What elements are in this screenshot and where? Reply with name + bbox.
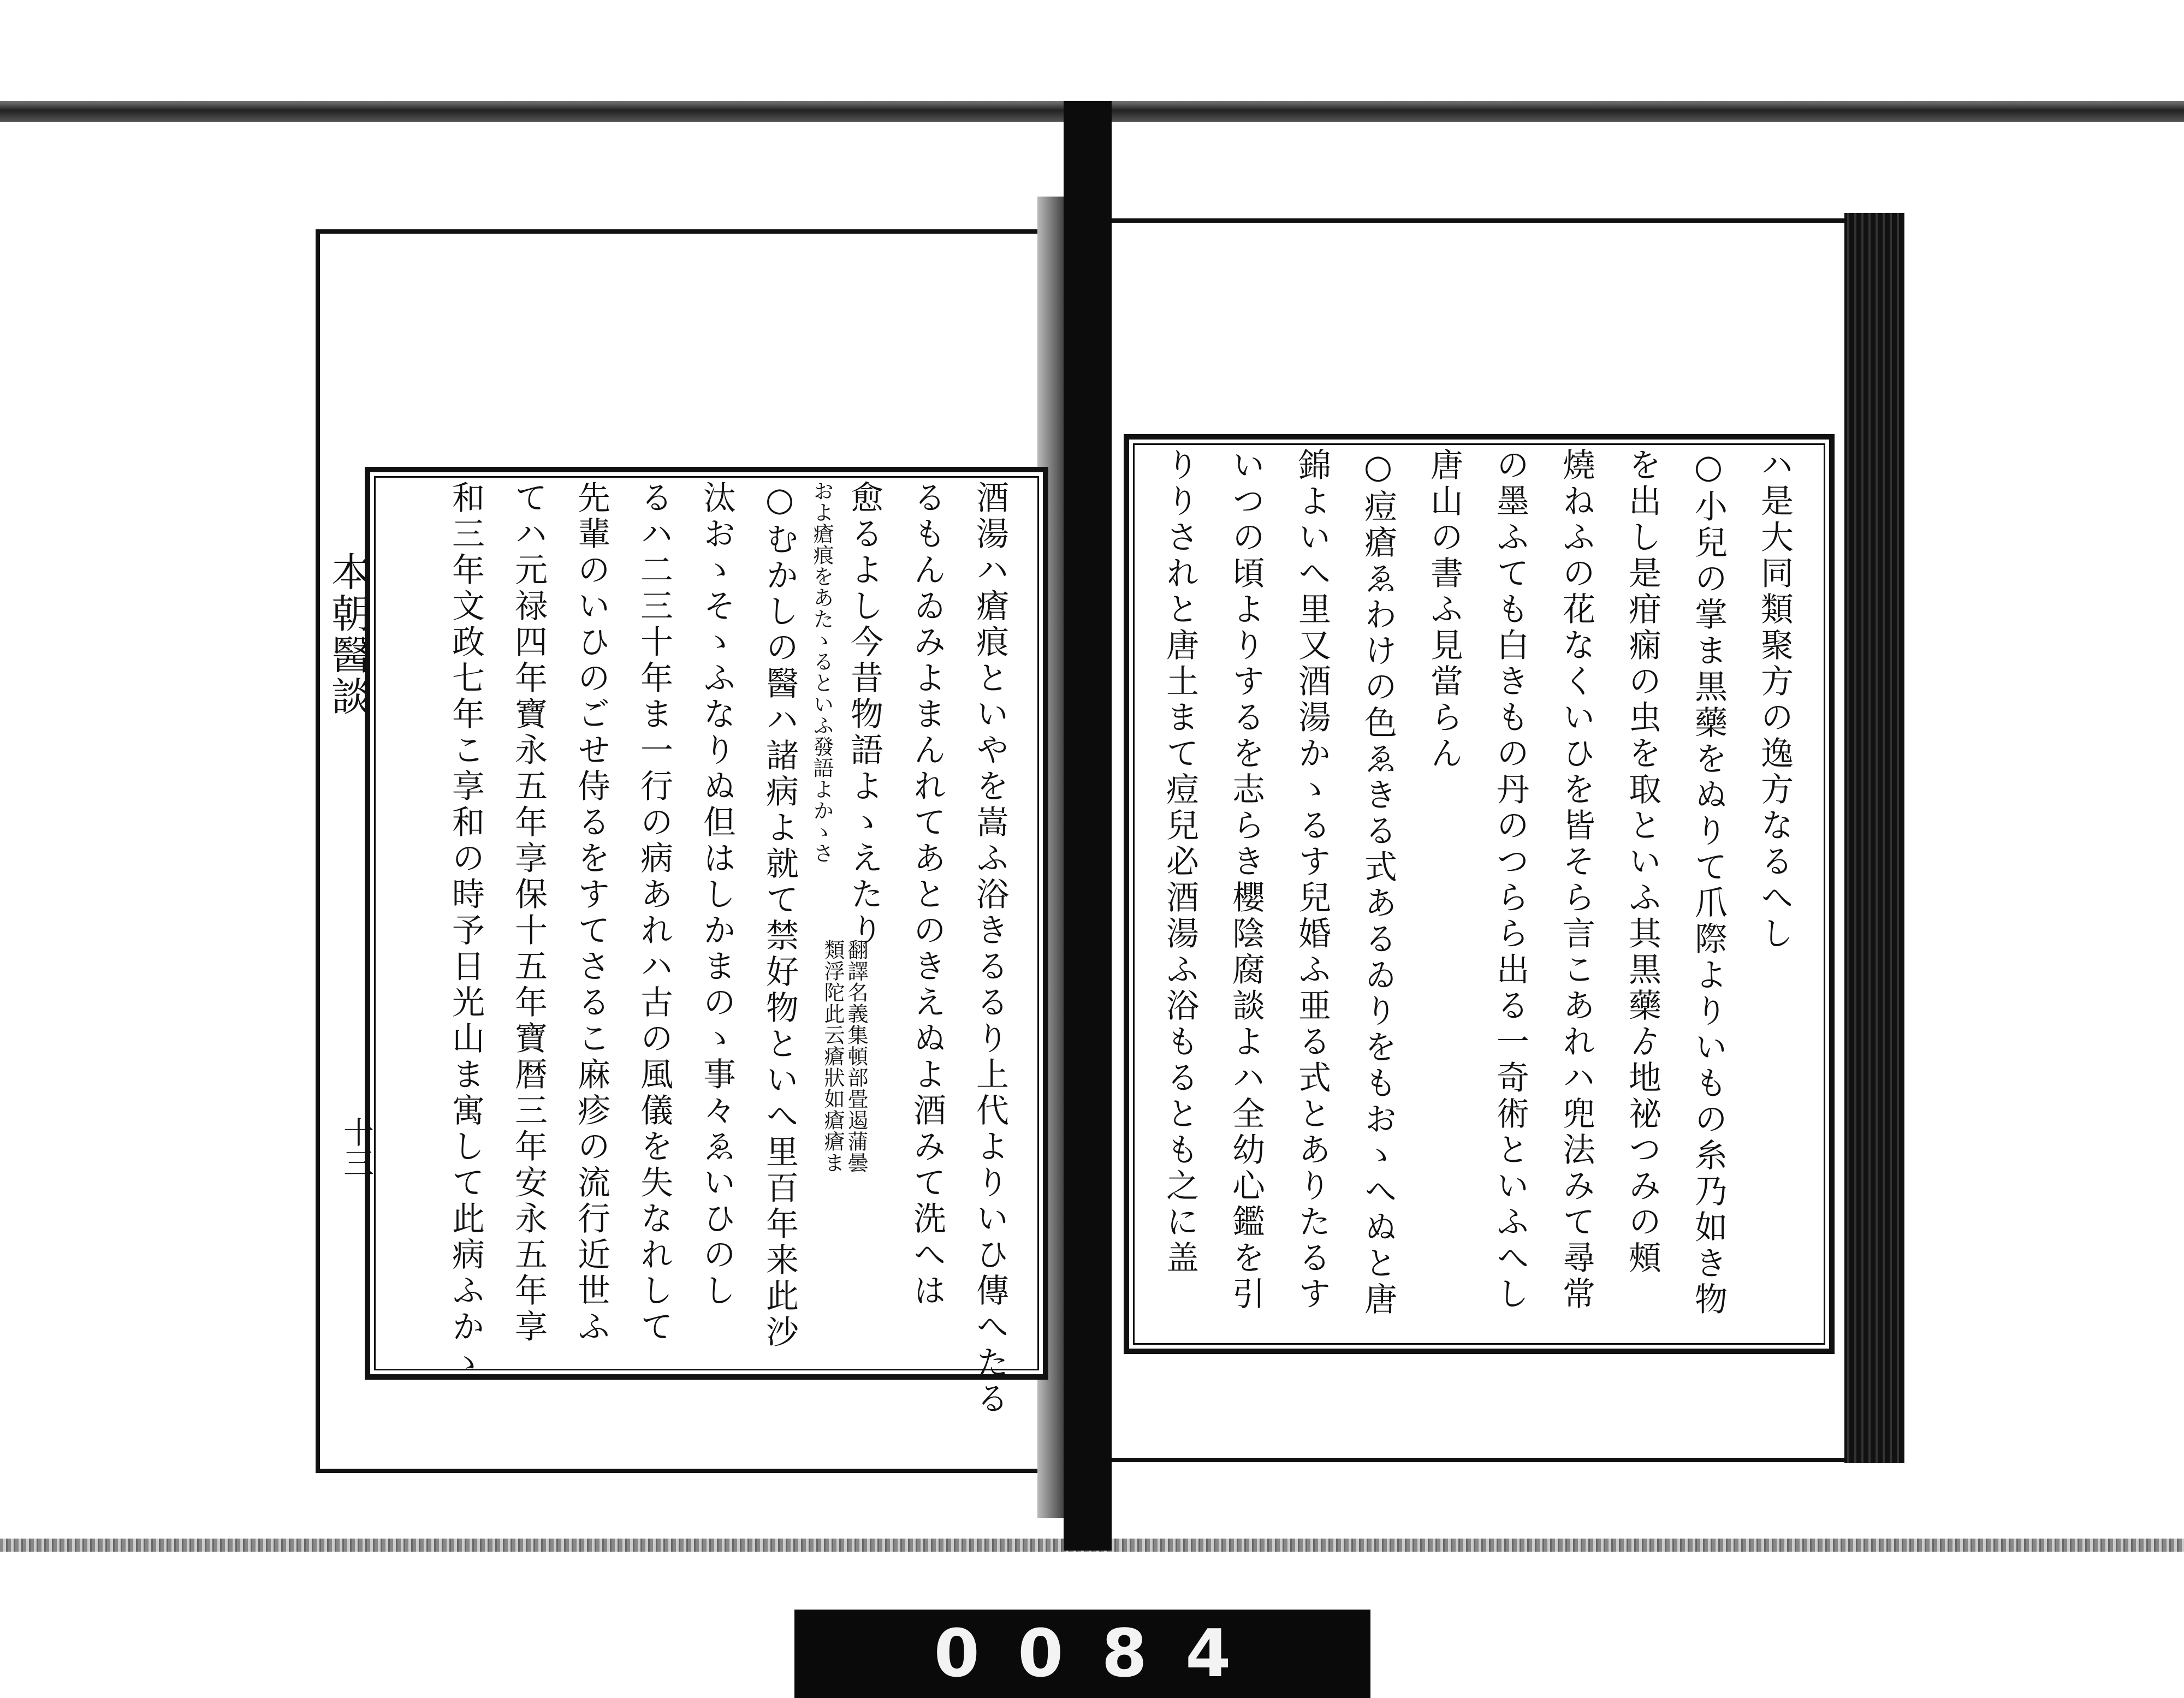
text-line-note: およ瘡痕をあたゝるといふ發語よかゝさ: [810, 480, 834, 864]
text-line: ○小兒の掌ま黒藥をぬりて爪際よりいもの糸乃如き物: [1689, 448, 1728, 1318]
text-line: りりされと唐土まて痘兒必酒湯ふ浴もるとも之に盖: [1161, 448, 1199, 1277]
text-line: 錦よいへ里又酒湯かゝるす兒婚ふ亜る式とありたるす: [1293, 448, 1331, 1313]
frame-number-label: [794, 1610, 1370, 1698]
text-line: 先輩のいひのごせ侍るをすてさるこ麻疹の流行近世ふ: [572, 480, 610, 1345]
book-gutter: [1064, 101, 1112, 1551]
frame-number: 0084: [934, 1616, 1269, 1692]
text-line: 酒湯ハ瘡痕といやを嵩ふ浴きるるり上代よりいひ傳へたる: [971, 480, 1009, 1417]
running-head: 本朝醫談: [325, 551, 371, 717]
text-line: ハ是大同類聚方の逸方なるへし: [1755, 448, 1794, 952]
text-line: を出し是疳痫の虫を取といふ其黒藥ゟ地祕つみの頰: [1623, 448, 1661, 1277]
text-line: ○むかしの醫ハ諸病よ就て禁好物といへ里百年来此沙: [761, 480, 799, 1351]
annotation-note: 類浮陀此云瘡狀如瘡瘡ま: [821, 939, 845, 1173]
text-line: 和三年文政七年こ享和の時予日光山ま寓して此病ふかゝ: [447, 480, 485, 1381]
annotation-note: 翻譯名義集頓部畳遏蒲曇: [844, 939, 868, 1173]
page-number: 十三: [339, 1117, 374, 1178]
text-line: いつの頃よりするを志らき櫻陰腐談よハ全幼心鑑を引: [1227, 448, 1265, 1313]
text-line: の墨ふても白きもの丹のつらら出る一奇術といふへし: [1491, 448, 1529, 1313]
text-line: 唐山の書ふ見當らん: [1425, 448, 1463, 772]
text-line: 汰おゝそゝふなりぬ但はしかまのゝ事々ゑいひのし: [698, 480, 736, 1309]
text-line: るハ二三十年ま一行の病あれハ古の風儀を失なれして: [635, 480, 673, 1345]
fore-edge: [1844, 213, 1904, 1463]
text-line: てハ元禄四年寶永五年享保十五年寶暦三年安永五年享: [509, 480, 548, 1345]
right-page-text: [1144, 448, 1807, 1332]
text-line: るもんゐみよまんれてあとのきえぬよ酒みて洗へは: [908, 480, 946, 1309]
text-line: 愈るよし今昔物語よゝえたり: [845, 480, 883, 949]
text-line: ○痘瘡ゑわけの色ゑきる式あるゐりをもおゝへぬと唐: [1359, 448, 1397, 1318]
left-page-text: [382, 480, 1021, 1417]
text-line: 燒ねふの花なくいひを皆そら言こあれハ兜法みて尋常: [1557, 448, 1595, 1313]
